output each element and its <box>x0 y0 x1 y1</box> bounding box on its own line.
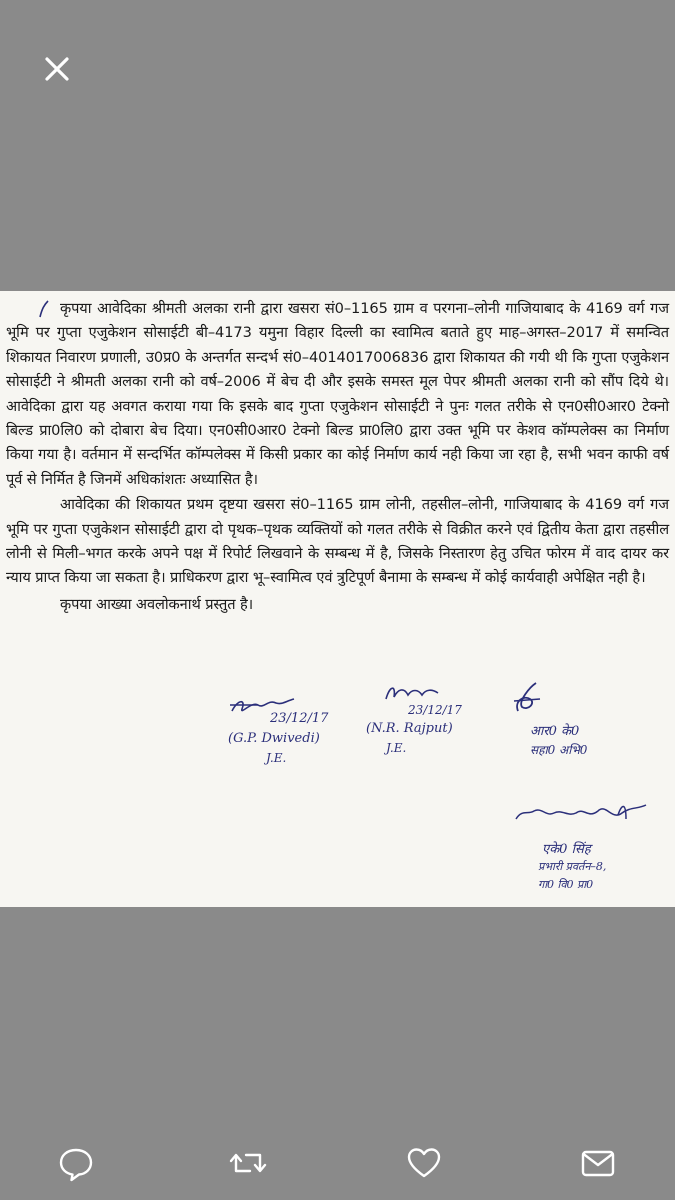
share-button[interactable] <box>578 1143 618 1183</box>
like-button[interactable] <box>404 1143 444 1183</box>
signature-enforcement-officer <box>514 799 669 899</box>
signature-scrawl <box>514 799 654 827</box>
signature-title: सहा0 अभि0 <box>530 743 588 757</box>
paragraph-1: कृपया आवेदिका श्रीमती अलका रानी द्वारा खसरा सं0–1165 ग्राम व परगना–लोनी गाजियाबाद के 4169 वर्ग गज भूमि पर गुप्ता एजुकेशन सोसाईटी बी–4173 यमुना विहार दिल्ली का स्वामित्व बताते हुए माह–अगस्त–2017 में समन्वित शिकायत निवारण प्रणाली, उ0प्र0 के अन्तर्गत सन्दर्भ सं0–4014017006836 द्वारा शिकायत की गयी थी कि गुप्ता एजुकेशन सोसाईटी ने श्रीमती अलका रानी को वर्ष–2006 में बेच दी और इसके समस्त मूल पेपर श्रीमती अलका रानी को सौंप दिये थे। आवेदिका द्वारा यह अवगत कराया गया कि इसके बाद गुप्ता एजुकेशन सोसाईटी ने पुनः गलत तरीके से एन0सी0आर0 टेक्नो बिल्ड प्रा0लि0 को दोबारा बेच दिया। एन0सी0आर0 टेक्नो बिल्ड प्रा0लि0 द्वारा उक्त भूमि पर केशव कॉम्पलेक्स का निर्माण किया गया है। वर्तमान में सन्दर्भित कॉम्पलेक्स में किसी प्रकार का कोई निर्माण कार्य नही किया जा रहा है, सभी भवन काफी वर्ष पूर्व से निर्मित है जिनमें अधिकांशतः अध्यासित है। <box>6 300 669 488</box>
document-image <box>0 291 675 907</box>
tweet-action-bar <box>0 1110 675 1200</box>
mail-icon <box>578 1143 618 1183</box>
signature-scrawl <box>382 681 442 705</box>
signature-assistant-engineer <box>510 681 630 761</box>
signature-name: (N.R. Rajput) <box>366 721 453 736</box>
signature-office: गा0 वि0 प्रा0 <box>538 878 594 891</box>
heart-icon <box>404 1143 444 1183</box>
signature-title: J.E. <box>386 741 407 755</box>
paragraph-3: कृपया आख्या अवलोकनार्थ प्रस्तुत है। <box>60 595 254 613</box>
paragraph-2: आवेदिका की शिकायत प्रथम दृष्टया खसरा सं0–1165 ग्राम लोनी, तहसील–लोनी, गाजियाबाद के 4169 वर्ग गज भूमि पर गुप्ता एजुकेशन सोसाईटी द्वारा दो पृथक–पृथक व्यक्तियों को गलत तरीके से विक्रीत करने एवं द्वितीय केता द्वारा तहसील लोनी से मिली–भगत करके अपने पक्ष में रिपोर्ट लिखवाने के सम्बन्ध में है, जिसके निस्तारण हेतु उचित फोरम में वाद दायर कर न्याय प्राप्त किया जा सकता है। प्राधिकरण द्वारा भू–स्वामित्व एवं त्रुटिपूर्ण बैनामा के सम्बन्ध में कोई कार्यवाही अपेक्षित नही है। <box>6 496 669 587</box>
document-body <box>4 297 671 617</box>
retweet-icon <box>228 1143 268 1183</box>
retweet-button[interactable] <box>228 1143 268 1183</box>
signature-title: J.E. <box>266 751 287 765</box>
signature-name: एके0 सिंह <box>542 842 591 857</box>
signature-name: आर0 के0 <box>530 724 580 739</box>
signature-nr-rajput <box>362 681 482 761</box>
close-button[interactable] <box>38 50 76 88</box>
reply-icon <box>56 1143 96 1183</box>
signature-scrawl <box>510 681 550 717</box>
pen-mark <box>38 299 52 319</box>
signature-title: प्रभारी प्रवर्तन–8, <box>538 860 607 873</box>
reply-button[interactable] <box>56 1143 96 1183</box>
signature-date: 23/12/17 <box>408 703 462 717</box>
close-icon <box>38 50 76 88</box>
signature-name: (G.P. Dwivedi) <box>228 731 320 746</box>
signature-date: 23/12/17 <box>270 711 329 726</box>
signature-gp-dwivedi <box>228 695 358 765</box>
